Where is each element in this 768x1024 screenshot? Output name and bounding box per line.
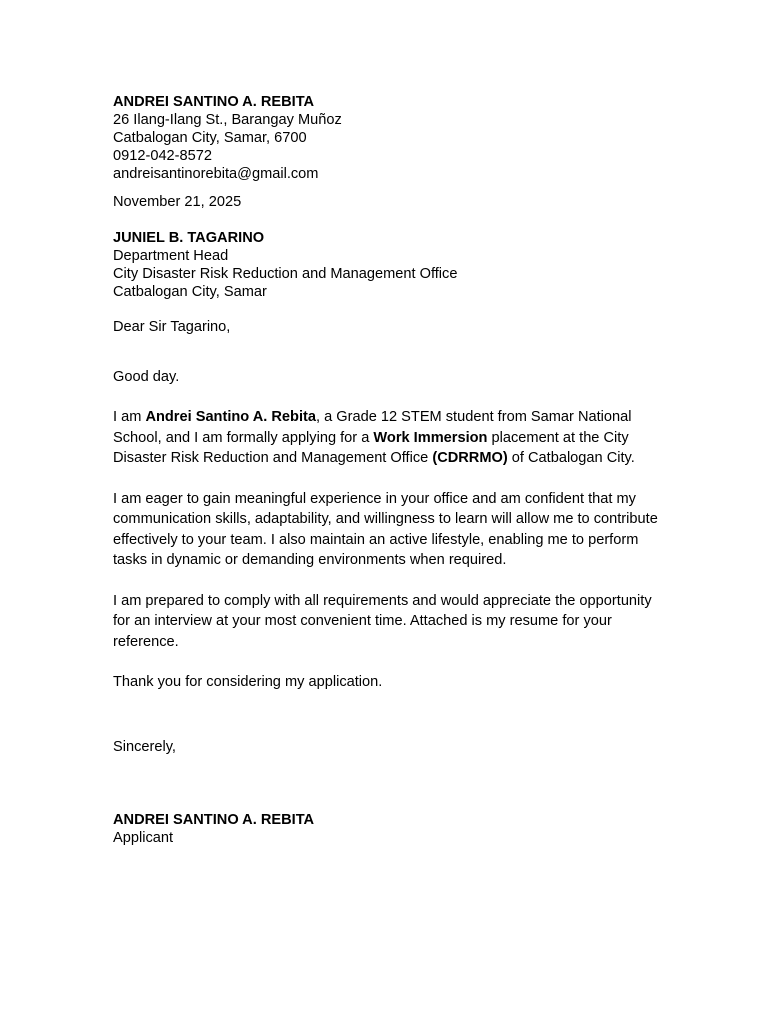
sender-name: ANDREI SANTINO A. REBITA — [113, 94, 315, 110]
p1-bold-acronym: (CDRRMO) — [432, 450, 508, 466]
recipient-block — [113, 229, 658, 301]
date-block — [113, 193, 658, 211]
salutation: Dear Sir Tagarino, — [113, 319, 231, 335]
salutation-block — [113, 318, 658, 336]
signature-name: ANDREI SANTINO A. REBITA — [113, 811, 315, 828]
sender-email: andreisantinorebita@gmail.com — [113, 166, 319, 182]
signature-block — [113, 811, 658, 847]
greeting-block — [113, 368, 658, 386]
p1-bold-name: Andrei Santino A. Rebita — [145, 409, 316, 425]
cover-letter — [113, 93, 658, 847]
p1-text-d: of Catbalogan City. — [507, 450, 635, 466]
sender-address-line1: 26 Ilang-Ilang St., Barangay Muñoz — [113, 112, 342, 128]
body-paragraph-1 — [113, 407, 658, 469]
p1-text-a: I am — [113, 409, 146, 425]
p1-text-c: placement at the City Disaster Risk Reduction and Management Office — [113, 429, 629, 466]
sender-block — [113, 93, 658, 183]
thanks-line: Thank you for considering my application. — [113, 674, 383, 690]
closing-block — [113, 738, 658, 756]
body-paragraph-2: I am eager to gain meaningful experience in your office and am confident that my communication skills, adaptability, and willingness to learn will allow me to contribute effectively to your team. I also maintain an active lifestyle, enabling me to perform tasks in dynamic or demanding environments when required. — [113, 490, 658, 568]
sender-address-line2: Catbalogan City, Samar, 6700 — [113, 130, 307, 146]
recipient-name: JUNIEL B. TAGARINO — [113, 230, 265, 246]
letter-date: November 21, 2025 — [113, 194, 242, 210]
p1-bold-program: Work Immersion — [373, 429, 488, 446]
p1-text-b: , a Grade 12 STEM student from Samar National School, and I am formally applying for a — [113, 409, 632, 446]
greeting: Good day. — [113, 369, 180, 385]
recipient-office: City Disaster Risk Reduction and Management Office — [113, 266, 458, 282]
signature-role: Applicant — [113, 829, 174, 846]
closing: Sincerely, — [113, 738, 176, 755]
recipient-title: Department Head — [113, 248, 229, 264]
sender-phone: 0912-042-8572 — [113, 148, 212, 164]
body-paragraph-3: I am prepared to comply with all requirements and would appreciate the opportunity for an interview at your most convenient time. Attached is my resume for your reference. — [113, 592, 652, 650]
recipient-location: Catbalogan City, Samar — [113, 284, 267, 300]
